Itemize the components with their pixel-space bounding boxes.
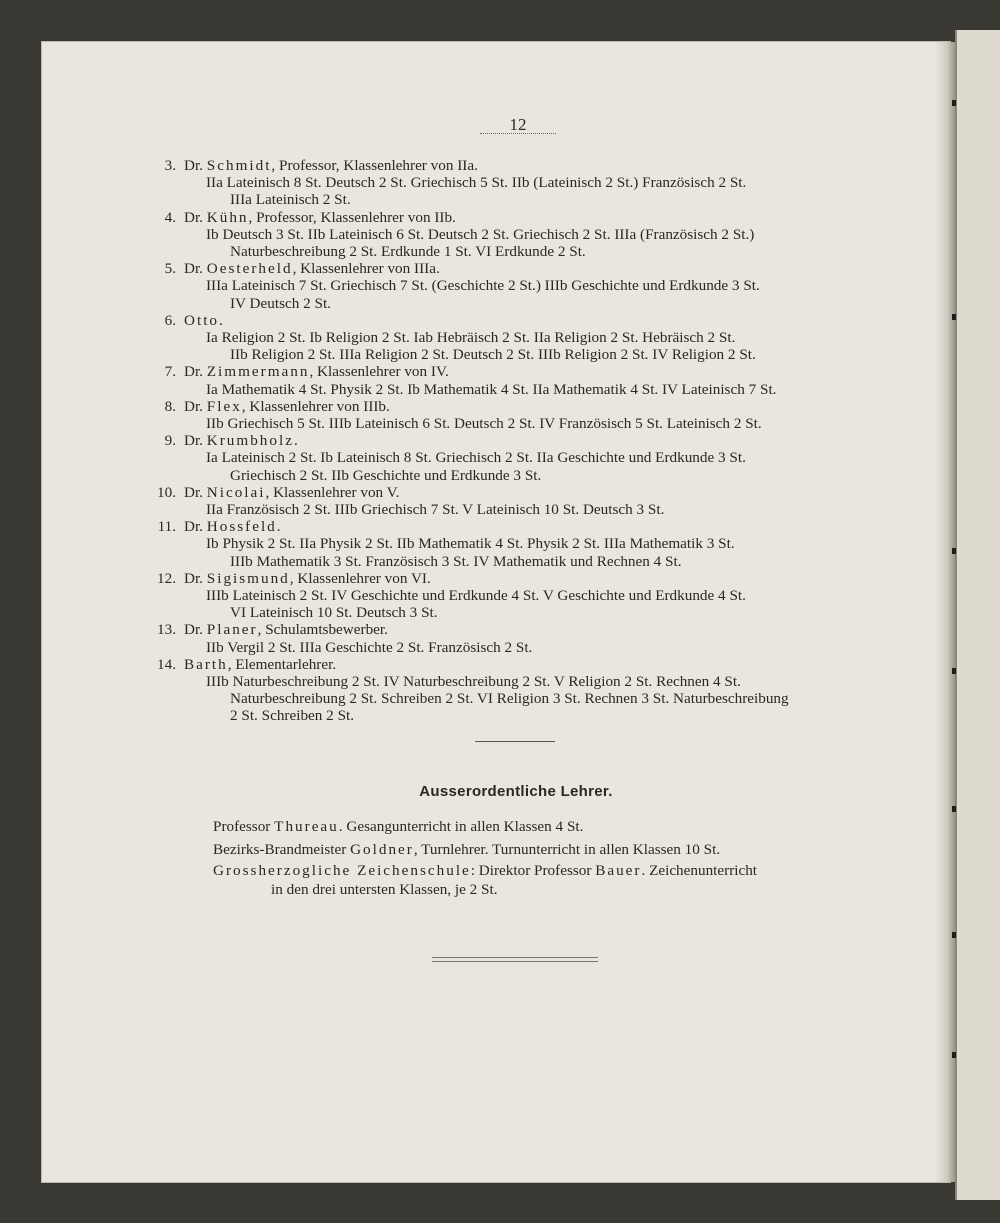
teacher-name: Otto (184, 311, 220, 329)
extra-teacher-name: Grossherzogliche Zeichenschule (213, 862, 471, 879)
teacher-name: Planer (206, 621, 258, 639)
teacher-role: , Klassenlehrer von VI. (289, 569, 431, 587)
binding-mark (952, 100, 956, 106)
teacher-name: Hossfeld (206, 518, 277, 536)
teacher-name-line (184, 570, 431, 587)
teacher-name: Schmidt (206, 157, 272, 174)
subject-text: VI Lateinisch 10 St. Deutsch 3 St. (230, 604, 438, 622)
teacher-name-line (184, 363, 449, 380)
closing-rule (432, 961, 598, 962)
binding-mark (952, 932, 956, 938)
page-gutter (935, 42, 957, 1182)
subject-text: Griechisch 2 St. IIb Geschichte und Erdkunde 3 St. (230, 466, 542, 484)
page-number-ornament (480, 133, 556, 134)
extra-teacher-line (213, 841, 720, 859)
teacher-name-line (184, 518, 281, 535)
extra-teacher-line (213, 818, 583, 836)
teacher-role: . (293, 432, 298, 450)
teacher-role: . (219, 311, 223, 329)
entry-number: 3. (164, 157, 176, 174)
entry-number: 13. (157, 621, 176, 639)
teacher-name-line (184, 260, 440, 277)
title-prefix: Dr. (184, 260, 207, 278)
title-prefix: Dr. (184, 208, 207, 226)
page-number: 12 (509, 115, 527, 134)
entry-number: 12. (157, 569, 176, 587)
extra-teacher-text: . Zeichenunterricht (641, 862, 758, 879)
teacher-name: Barth (184, 655, 228, 673)
subject-text: IIIa Lateinisch 2 St. (230, 191, 351, 209)
teacher-role: , Klassenlehrer von IIIa. (292, 260, 440, 278)
teacher-name-line (184, 209, 456, 226)
teacher-role: , Klassenlehrer von IIIb. (241, 397, 390, 415)
subject-text: IIb Vergil 2 St. IIIa Geschichte 2 St. Französisch 2 St. (206, 638, 533, 656)
subject-text: IIa Französisch 2 St. IIIb Griechisch 7 St. V Lateinisch 10 St. Deutsch 3 St. (206, 501, 665, 518)
entry-number: 14. (157, 655, 176, 673)
title-prefix: Dr. (184, 483, 207, 501)
title-prefix: Dr. (184, 363, 207, 381)
title-prefix: Dr. (184, 569, 207, 587)
subject-text: IIb Religion 2 St. IIIa Religion 2 St. Deutsch 2 St. IIIb Religion 2 St. IV Religion 2 St. (230, 346, 756, 364)
subject-text: Ia Mathematik 4 St. Physik 2 St. Ib Mathematik 4 St. IIa Mathematik 4 St. IV Lateinisch 7 St. (206, 380, 777, 398)
closing-rule (432, 957, 598, 958)
entry-number: 5. (164, 260, 176, 278)
subject-text: Ib Deutsch 3 St. IIb Lateinisch 6 St. Deutsch 2 St. Griechisch 2 St. IIIa (Französisch 2 St.) (206, 225, 755, 243)
subject-text: Naturbeschreibung 2 St. Erdkunde 1 St. VI Erdkunde 2 St. (230, 243, 586, 260)
subject-text: IIIb Lateinisch 2 St. IV Geschichte und Erdkunde 4 St. V Geschichte und Erdkunde 4 St. (206, 587, 746, 604)
extra-teacher-name: Goldner (350, 841, 414, 858)
entry-number: 11. (157, 518, 176, 536)
extra-teacher-text: : Direktor Professor (470, 862, 596, 879)
facing-page-edge (955, 30, 1000, 1200)
extra-teacher-text: in den drei untersten Klassen, je 2 St. (271, 881, 498, 898)
extra-teacher-name: Bauer (595, 862, 642, 879)
subject-text: IIIb Naturbeschreibung 2 St. IV Naturbeschreibung 2 St. V Religion 2 St. Rechnen 4 St. (206, 673, 741, 690)
section-separator (475, 741, 555, 742)
title-prefix: Dr. (184, 621, 207, 639)
entry-number: 6. (164, 311, 176, 329)
teacher-name-line (184, 432, 298, 449)
subject-text: IIIb Mathematik 3 St. Französisch 3 St. IV Mathematik und Rechnen 4 St. (230, 552, 682, 570)
title-prefix: Dr. (184, 157, 207, 174)
teacher-name: Krumbholz (206, 432, 294, 450)
extra-teacher-text: Professor (213, 818, 275, 835)
binding-mark (952, 1052, 956, 1058)
section-title: Ausserordentliche Lehrer. (419, 783, 613, 800)
teacher-role: , Klassenlehrer von IV. (309, 363, 449, 381)
entry-number: 8. (164, 397, 176, 415)
teacher-role: , Schulamtsbewerber. (257, 621, 388, 639)
title-prefix: Dr. (184, 432, 207, 450)
teacher-name: Oesterheld (206, 260, 293, 278)
title-prefix: Dr. (184, 397, 207, 415)
binding-mark (952, 314, 956, 320)
teacher-role: . (276, 518, 281, 536)
extra-teacher-text: , Turnlehrer. Turnunterricht in allen Klassen 10 St. (413, 841, 721, 858)
title-prefix: Dr. (184, 518, 207, 536)
extra-teacher-line (213, 862, 757, 880)
entry-number: 7. (164, 363, 176, 381)
teacher-name: Kühn (206, 208, 249, 226)
subject-text: Naturbeschreibung 2 St. Schreiben 2 St. VI Religion 3 St. Rechnen 3 St. Naturbeschreibung (230, 690, 789, 708)
document-page (42, 42, 950, 1182)
subject-text: IIa Lateinisch 8 St. Deutsch 2 St. Griechisch 5 St. IIb (Lateinisch 2 St.) Französisch 2 St. (206, 174, 747, 192)
entry-number: 9. (164, 432, 176, 450)
teacher-name-line (184, 621, 388, 638)
extra-teacher-text: . Gesangunterricht in allen Klassen 4 St. (338, 818, 584, 835)
teacher-name-line (184, 312, 223, 329)
subject-text: Ia Religion 2 St. Ib Religion 2 St. Iab Hebräisch 2 St. IIa Religion 2 St. Hebräisch 2 St. (206, 329, 736, 346)
binding-mark (952, 548, 956, 554)
teacher-role: , Professor, Klassenlehrer von IIb. (248, 208, 456, 226)
binding-mark (952, 668, 956, 674)
subject-text: IIb Griechisch 5 St. IIIb Lateinisch 6 St. Deutsch 2 St. IV Französisch 5 St. Lateinisch 2 St. (206, 415, 762, 432)
extra-teacher-name: Thureau (274, 818, 339, 835)
teacher-name: Sigismund (206, 569, 290, 587)
teacher-name-line (184, 656, 336, 673)
teacher-name-line (184, 398, 390, 415)
subject-text: 2 St. Schreiben 2 St. (230, 707, 355, 725)
teacher-role: , Elementarlehrer. (227, 655, 337, 673)
teacher-name: Zimmermann (206, 363, 310, 381)
teacher-role: , Klassenlehrer von V. (265, 483, 400, 501)
subject-text: IV Deutsch 2 St. (230, 294, 331, 312)
extra-teacher-line (271, 881, 498, 899)
binding-mark (952, 806, 956, 812)
subject-text: Ib Physik 2 St. IIa Physik 2 St. IIb Mathematik 4 St. Physik 2 St. IIIa Mathematik 3 St. (206, 535, 735, 553)
entry-number: 4. (164, 208, 176, 226)
teacher-name-line (184, 157, 478, 174)
teacher-name: Nicolai (206, 483, 266, 501)
teacher-role: , Professor, Klassenlehrer von IIa. (271, 157, 478, 174)
teacher-name-line (184, 484, 399, 501)
extra-teacher-text: Bezirks-Brandmeister (213, 841, 351, 858)
subject-text: Ia Lateinisch 2 St. Ib Lateinisch 8 St. Griechisch 2 St. IIa Geschichte und Erdkunde 3 St. (206, 449, 746, 467)
teacher-name: Flex (206, 397, 242, 415)
entry-number: 10. (157, 483, 176, 501)
subject-text: IIIa Lateinisch 7 St. Griechisch 7 St. (Geschichte 2 St.) IIIb Geschichte und Erdkunde 3 St. (206, 277, 760, 295)
